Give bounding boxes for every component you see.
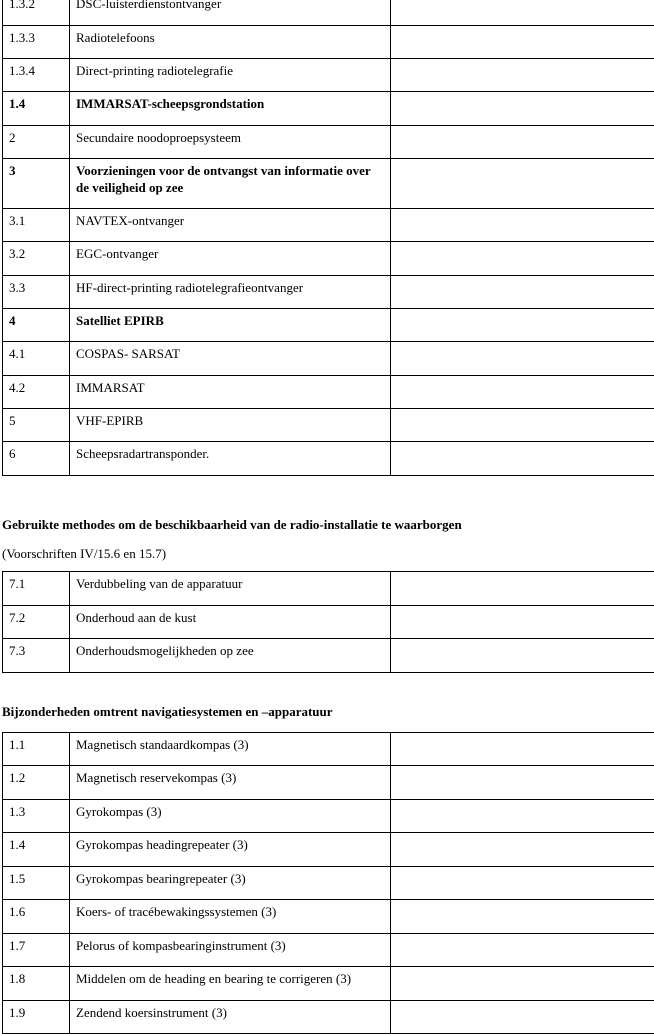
item-number: 7.2 [3, 606, 70, 639]
item-label: DSC-luisterdienstontvanger [70, 0, 391, 26]
item-label: Secundaire noodoproepsysteem [70, 126, 391, 159]
navigation-heading: Bijzonderheden omtrent navigatiesystemen en –apparatuur [2, 704, 333, 719]
table-row [3, 376, 654, 409]
item-number: 5 [3, 409, 70, 442]
item-label: Onderhoudsmogelijkheden op zee [70, 639, 391, 673]
table-row [3, 733, 654, 766]
availability-regulation-note: (Voorschriften IV/15.6 en 15.7) [2, 546, 167, 561]
item-label: Magnetisch standaardkompas (3) [70, 733, 391, 766]
item-number: 7.3 [3, 639, 70, 673]
table-row [3, 833, 654, 867]
item-label: Gyrokompas headingrepeater (3) [70, 833, 391, 867]
table-row [3, 572, 654, 606]
radio-equipment-table [2, 0, 654, 476]
navigation-equipment-table [2, 732, 654, 1034]
item-number: 4 [3, 309, 70, 342]
item-number: 1.8 [3, 967, 70, 1001]
table-row [3, 92, 654, 126]
item-label: COSPAS- SARSAT [70, 342, 391, 376]
table-row [3, 639, 654, 673]
item-label: Koers- of tracébewakingssystemen (3) [70, 900, 391, 934]
item-value-cell [391, 0, 654, 26]
table-row [3, 1001, 654, 1034]
item-value-cell [391, 92, 654, 126]
item-value-cell [391, 209, 654, 242]
item-value-cell [391, 606, 654, 639]
item-number: 1.3.3 [3, 26, 70, 59]
item-value-cell [391, 409, 654, 442]
item-label: Pelorus of kompasbearinginstrument (3) [70, 934, 391, 967]
item-label: Gyrokompas (3) [70, 800, 391, 833]
item-label: Direct-printing radiotelegrafie [70, 59, 391, 92]
item-value-cell [391, 572, 654, 606]
table-row [3, 766, 654, 800]
item-value-cell [391, 342, 654, 376]
table-row [3, 0, 654, 26]
item-number: 1.9 [3, 1001, 70, 1034]
item-label: HF-direct-printing radiotelegrafieontvanger [70, 276, 391, 309]
item-number: 3.3 [3, 276, 70, 309]
table-row [3, 276, 654, 309]
item-value-cell [391, 900, 654, 934]
item-number: 1.2 [3, 766, 70, 800]
item-number: 2 [3, 126, 70, 159]
item-label: Radiotelefoons [70, 26, 391, 59]
navigation-equipment-table-body [3, 733, 654, 1034]
item-value-cell [391, 1001, 654, 1034]
item-label: Scheepsradartransponder. [70, 442, 391, 476]
table-row [3, 867, 654, 900]
item-label: NAVTEX-ontvanger [70, 209, 391, 242]
item-value-cell [391, 867, 654, 900]
table-row [3, 967, 654, 1001]
table-row [3, 26, 654, 59]
item-number: 1.4 [3, 92, 70, 126]
item-number: 3.2 [3, 242, 70, 276]
item-value-cell [391, 639, 654, 673]
item-value-cell [391, 766, 654, 800]
item-number: 3.1 [3, 209, 70, 242]
item-value-cell [391, 126, 654, 159]
item-value-cell [391, 800, 654, 833]
item-label: Middelen om de heading en bearing te corrigeren (3) [70, 967, 391, 1001]
item-number: 7.1 [3, 572, 70, 606]
item-label: Onderhoud aan de kust [70, 606, 391, 639]
item-value-cell [391, 442, 654, 476]
item-value-cell [391, 833, 654, 867]
availability-methods-table [2, 571, 654, 673]
availability-heading: Gebruikte methodes om de beschikbaarheid van de radio-installatie te waarborgen [2, 517, 462, 532]
table-row [3, 800, 654, 833]
item-number: 3 [3, 159, 70, 209]
item-value-cell [391, 159, 654, 209]
item-label: IMMARSAT-scheepsgrondstation [70, 92, 391, 126]
table-row [3, 606, 654, 639]
item-number: 1.7 [3, 934, 70, 967]
item-number: 1.1 [3, 733, 70, 766]
item-value-cell [391, 733, 654, 766]
item-value-cell [391, 934, 654, 967]
table-row [3, 159, 654, 209]
item-number: 1.5 [3, 867, 70, 900]
item-label: VHF-EPIRB [70, 409, 391, 442]
item-value-cell [391, 967, 654, 1001]
item-value-cell [391, 59, 654, 92]
item-number: 4.1 [3, 342, 70, 376]
table-row [3, 442, 654, 476]
item-label: IMMARSAT [70, 376, 391, 409]
item-number: 1.3.4 [3, 59, 70, 92]
table-row [3, 209, 654, 242]
item-number: 4.2 [3, 376, 70, 409]
item-label: Zendend koersinstrument (3) [70, 1001, 391, 1034]
item-label: Gyrokompas bearingrepeater (3) [70, 867, 391, 900]
item-value-cell [391, 309, 654, 342]
item-number: 1.3.2 [3, 0, 70, 26]
item-number: 1.6 [3, 900, 70, 934]
table-row [3, 409, 654, 442]
item-label: Magnetisch reservekompas (3) [70, 766, 391, 800]
item-number: 6 [3, 442, 70, 476]
table-row [3, 242, 654, 276]
item-label: Satelliet EPIRB [70, 309, 391, 342]
item-value-cell [391, 26, 654, 59]
item-number: 1.3 [3, 800, 70, 833]
table-row [3, 59, 654, 92]
item-label: Voorzieningen voor de ontvangst van informatie over de veiligheid op zee [70, 159, 391, 209]
table-row [3, 934, 654, 967]
availability-methods-table-body [3, 572, 654, 673]
item-value-cell [391, 276, 654, 309]
table-row [3, 309, 654, 342]
item-value-cell [391, 376, 654, 409]
table-row [3, 126, 654, 159]
table-row [3, 900, 654, 934]
item-label: Verdubbeling van de apparatuur [70, 572, 391, 606]
item-value-cell [391, 242, 654, 276]
radio-equipment-table-body [3, 0, 654, 476]
table-row [3, 342, 654, 376]
item-label: EGC-ontvanger [70, 242, 391, 276]
item-number: 1.4 [3, 833, 70, 867]
